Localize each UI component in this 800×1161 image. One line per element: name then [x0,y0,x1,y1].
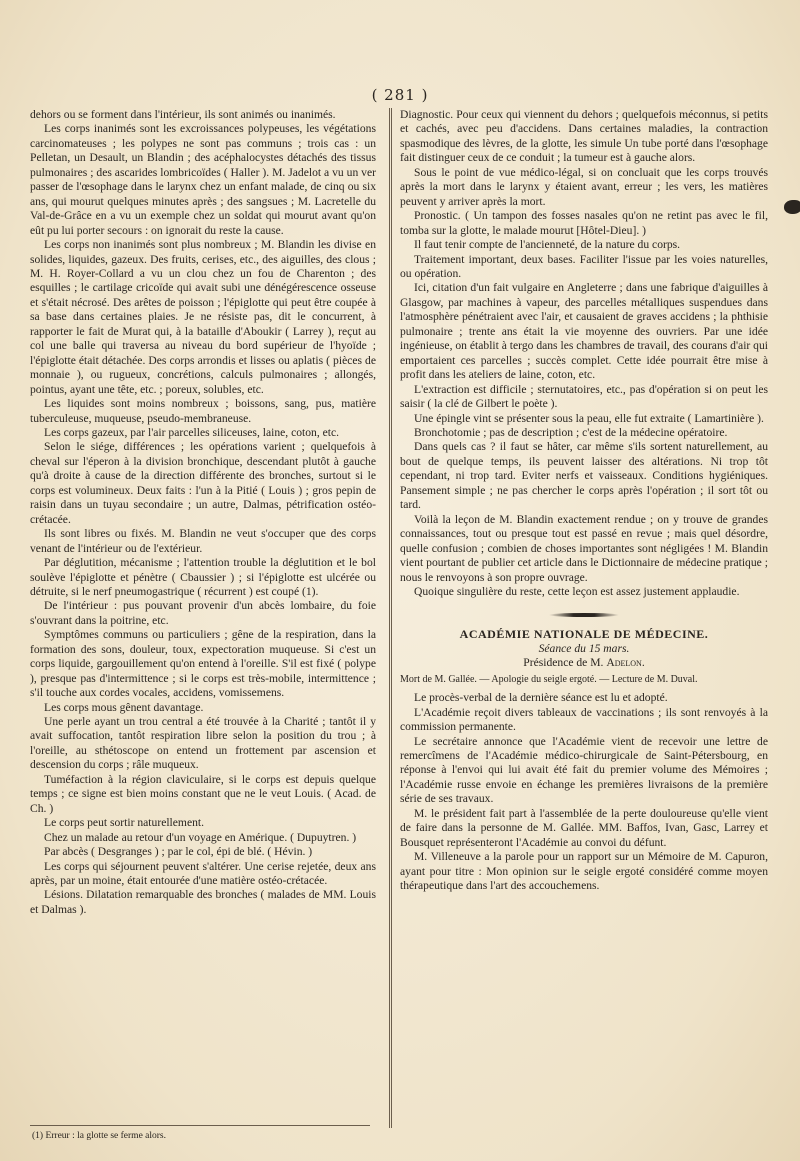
right-paragraph: Ici, citation d'un fait vulgaire en Angleterre ; dans une fabrique d'aiguilles à Glasgow, par machines à vapeur, des parcelles métalliques suspendues dans l'atmosphère pénétraient avec l'air, et causaient de graves accidens ; la phthisie pulmonaire ; trente ans était la vie moyenne des ouvriers. Par une idée ingénieuse, on établit à tergo dans les chambres de travail, des courans d'air qui emportaient ces parcelles ; succès complet. Cette idée pourrait être mise à profit dans les ateliers de laine, coton, etc. [400,281,768,382]
right-paragraph: Bronchotomie ; pas de description ; c'est de la médecine opératoire. [414,425,728,439]
footnote: (1) Erreur : la glotte se ferme alors. [32,1131,166,1141]
right-paragraph: L'extraction est difficile ; sternutatoires, etc., pas d'opération si on peut les saisir ( la clé de Gilbert le poète ). [400,382,768,411]
presidence-prefix: Présidence de M. [523,656,604,670]
left-paragraph: Chez un malade au retour d'un voyage en Amérique. ( Dupuytren. ) [44,830,357,844]
academy-paragraph: Le secrétaire annonce que l'Académie vient de recevoir une lettre de remercîmens de l'Académie médico-chirurgicale de Saint-Pétersbourg, en réponse à l'envoi qui lui avait été fait du premier volume des Mémoires ; l'Académie russe envoie en échange les premières livraisons de la première série de ses travaux. [400,734,768,806]
left-paragraph: Les corps gazeux, par l'air parcelles siliceuses, laine, coton, etc. [44,425,340,439]
section-ornament [549,613,619,617]
left-paragraph: Le corps peut sortir naturellement. [44,816,205,830]
left-paragraph: Lésions. Dilatation remarquable des bronches ( malades de MM. Louis et Dalmas ). [30,888,376,916]
left-paragraph: Ils sont libres ou fixés. M. Blandin ne veut s'occuper que des corps venant de l'intérieur ou de l'extérieur. [30,527,376,555]
section-heading: ACADÉMIE NATIONALE DE MÉDECINE. [459,627,709,642]
right-paragraph: Diagnostic. Pour ceux qui viennent du dehors ; quelquefois méconnus, si petits et cachés, avec peu d'accidens. Dans certaines maladies, la contraction spasmodique des lèvres, de la glotte, les simule Un tube porté dans l'œsophage fait distinguer ceux de ce conduit ; la tumeur est à gauche alors. [400,108,768,165]
right-paragraph: Traitement important, deux bases. Faciliter l'issue par les voies naturelles, ou opération. [400,252,768,280]
left-paragraph: dehors ou se forment dans l'intérieur, ils sont animés ou inanimés. [30,108,336,121]
left-paragraph: Les corps mous gênent davantage. [44,700,204,714]
academy-text [400,691,768,893]
right-paragraph: Sous le point de vue médico-légal, si on concluait que les corps trouvés après la mort dans le larynx y étaient avant, erreur ; les vers, les matières peuvent y arriver après la mort. [400,165,768,208]
left-paragraph: Les liquides sont moins nombreux ; boissons, sang, pus, matière tuberculeuse, muqueuse, pseudo-membraneuse. [30,397,376,425]
presidence-line [400,656,768,670]
right-column [400,108,768,894]
left-paragraph: Selon le siége, différences ; les opérations varient ; quelquefois à cheval sur l'éperon à la division bronchique, descendant plutôt à gauche qu'à droite à cause de la direction différente des bronches, surtout si le corps est volumineux. Deux faits : l'un à la Pitié ( Louis ) ; gros pepin de raisin dans un tuyau secondaire ; un autre, Dalmas, pétrification ostéo-crétacée. [30,440,376,526]
left-paragraph: Symptômes communs ou particuliers ; gêne de la respiration, dans la formation des sons, douleur, toux, expectoration muqueuse. Si c'est un corps liquide, gargouillement qu'on entend à l'oreille. S'il est fixé ( polype ), presque pas d'intermittence ; si le corps est très-mobile, intermittence ; s'il touche aux cordes vocales, accidens, vomissemens. [30,628,376,700]
seance-date: Séance du 15 mars. [538,641,630,655]
left-paragraph: De l'intérieur : pus pouvant provenir d'un abcès lombaire, du foie s'ouvrant dans la poitrine, etc. [30,599,376,627]
left-paragraph: Les corps qui séjournent peuvent s'altérer. Une cerise rejetée, deux ans après, par un moine, était entourée d'une matière ostéo-crétacée. [30,859,376,888]
right-paragraph: Voilà la leçon de M. Blandin exactement rendue ; on y trouve de grandes connaissances, tout ou presque tout est passé en revue ; mais quel désordre, quelle confusion ; combien de choses importantes sont négligées ! M. Blandin vient pourtant de publier cet article dans le Dictionnaire de médecine pratique ; nous le renvoyons à son propre ouvrage. [400,512,768,584]
president-name: Adelon. [606,656,645,670]
right-paragraph: Une épingle vint se présenter sous la peau, elle fut extraite ( Lamartinière ). [414,411,764,425]
ink-blot [784,200,800,214]
right-paragraph: Il faut tenir compte de l'ancienneté, de la nature du corps. [414,238,681,252]
session-summary: Mort de M. Gallée. — Apologie du seigle ergoté. — Lecture de M. Duval. [400,673,698,685]
right-column-text [400,108,768,599]
left-paragraph: Tuméfaction à la région claviculaire, si le corps est depuis quelque temps ; ce signe est bien moins constant que ne le veut Louis. ( Acad. de Ch. ) [30,772,376,815]
right-paragraph: Quoique singulière du reste, cette leçon est assez justement applaudie. [414,584,740,598]
academy-paragraph: Le procès-verbal de la dernière séance est lu et adopté. [414,691,668,705]
academy-paragraph: M. le président fait part à l'assemblée de la perte douloureuse qu'elle vient de faire dans la personne de M. Gallée. MM. Baffos, Ivan, Gasc, Larrey et Bousquet représenteront l'Académie au convoi du défunt. [400,806,768,849]
left-paragraph: Par abcès ( Desgranges ) ; par le col, épi de blé. ( Hévin. ) [44,845,313,859]
left-paragraph: Par déglutition, mécanisme ; l'attention trouble la déglutition et le bol soulève l'épiglotte et pénètre ( Cbaussier ) ; si l'épiglotte est ulcérée ou détruite, si le nerf pneumogastrique ( récurrent ) est coupé (1). [30,556,376,598]
right-paragraph: Dans quels cas ? il faut se hâter, car même s'ils sortent naturellement, au bout de quelque temps, ils peuvent laisser des altérations. Ni trop tôt cependant, ni trop tard. Eviter nerfs et vaisseaux. Conditions hygiéniques. Pansement simple ; ne pas chercher le corps après l'opération ; il sort tôt ou tard. [400,440,768,512]
left-paragraph: Une perle ayant un trou central a été trouvée à la Charité ; tantôt il y avait suffocation, tantôt respiration libre selon la position du trou ; à l'oreille, au sthétoscope on entend un frottement par ascension et descension du corps ; râle muqueux. [30,715,376,772]
column-divider [389,108,393,1128]
academy-paragraph: M. Villeneuve a la parole pour un rapport sur un Mémoire de M. Capuron, ayant pour titre : Mon opinion sur le seigle ergoté considéré comme moyen thérapeutique dans l'art des accouchemens. [400,850,768,893]
right-paragraph: Pronostic. ( Un tampon des fosses nasales qu'on ne retint pas avec le fil, tomba sur la glotte, le malade mourut [Hôtel-Dieu]. ) [400,209,768,237]
footnote-rule [30,1125,370,1126]
left-paragraph: Les corps inanimés sont les excroissances polypeuses, les végétations carcinomateuses ; les polypes ne sont pas communs ; trois cas : un Pelletan, un Desault, un Blandin ; des acéphalocystes détachés des tissus pulmonaires ; des ascarides lombricoïdes ( Haller ). M. Jadelot a vu un ver passer de l'œsophage dans le larynx chez un enfant malade, de cinq ou six ans, qui mourut quelques minutes après ; des sangsues ; M. Lacretelle du Val-de-Grâce en a vu un exemple chez un soldat qui mourut avant qu'on eût pu lui porter secours : on ignorait du reste la cause. [30,122,376,237]
left-column [30,108,376,917]
left-paragraph: Les corps non inanimés sont plus nombreux ; M. Blandin les divise en solides, liquides, gazeux. Des fruits, cerises, etc., des aiguilles, des clous ; M. H. Royer-Collard a vu un clou chez un fou de Charenton ; des esquilles ; le cartilage cricoïde qui avait subi une dénégérescence osseuse et s'était nécrosé. Des arêtes de poisson ; l'épiglotte qui peut être coupée à sa base dans certaines plaies. Je ne résiste pas, dit le concurrent, à rapporter le fait de Murat qui, à la bataille d'Aboukir ( Larrey ), reçut au col une balle qui traversa au niveau du bord supérieur de l'hyoïde ; l'épiglotte était détachée. Des corps arrondis et lisses ou aplatis ( pièces de monnaie ), ou rugueux, concrétions, calculs pulmonaires ; allongés, pointus, ayant une tête, etc. ; poreux, solubles, etc. [30,238,376,396]
academy-paragraph: L'Académie reçoit divers tableaux de vaccinations ; ils sont renvoyés à la commission permanente. [400,705,768,734]
page-number: ( 281 ) [371,86,429,104]
